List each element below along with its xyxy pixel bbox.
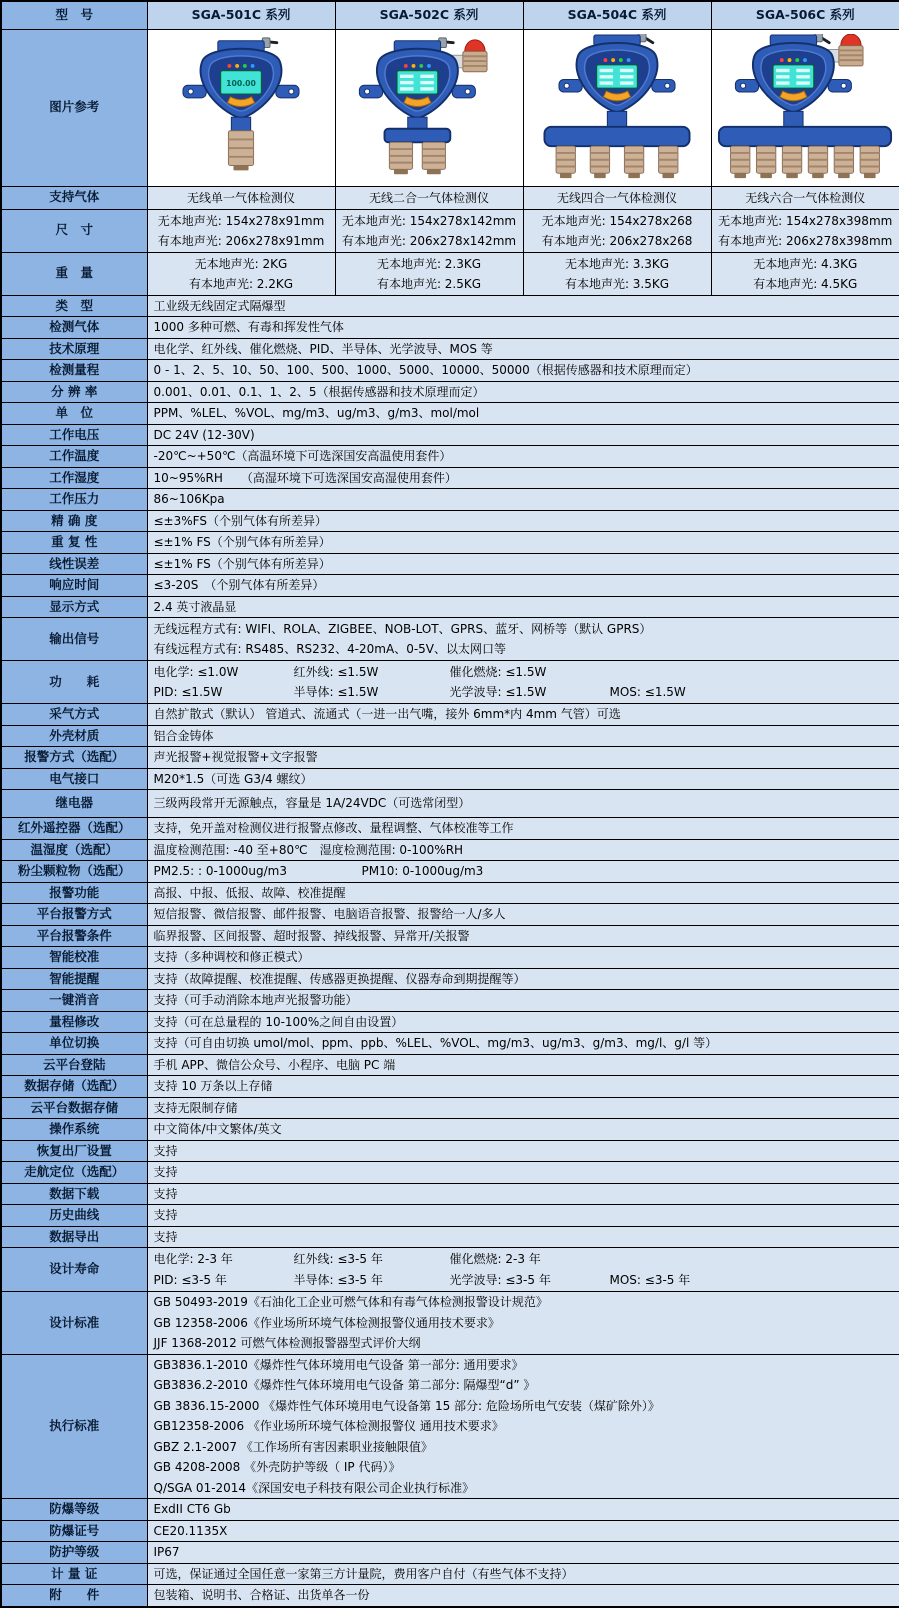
row-cloud-login — [1, 1054, 899, 1076]
spec-value-line: 支持无限制存储 — [153, 1100, 238, 1115]
spec-label-alarm-mode: 报警方式（选配） — [1, 747, 147, 769]
spec-label-exec-std: 执行标准 — [1, 1354, 147, 1499]
spec-value-line: 手机 APP、微信公众号、小程序、电脑 PC 端 — [153, 1057, 396, 1072]
spec-label-output-signal: 输出信号 — [1, 618, 147, 661]
spec-value-line: IP67 — [153, 1545, 180, 1559]
spec-value-platform-alarm-modes — [147, 904, 899, 926]
spec-value-line — [154, 1270, 894, 1291]
header-model-sga-502c: SGA-502C 系列 — [335, 1, 523, 29]
spec-value-line: 临界报警、区间报警、超时报警、掉线报警、异常开/关报警 — [153, 928, 470, 943]
spec-cell-line: 有本地声光: 3.5KG — [564, 276, 670, 291]
row-response-time — [1, 575, 899, 597]
row-platform-alarm-conditions — [1, 925, 899, 947]
spec-value-range — [147, 360, 899, 382]
spec-label-range-modify: 量程修改 — [1, 1011, 147, 1033]
row-nav-location — [1, 1162, 899, 1184]
row-mute — [1, 990, 899, 1012]
spec-value-accuracy — [147, 510, 899, 532]
spec-label-platform-alarm-conditions: 平台报警条件 — [1, 925, 147, 947]
row-linearity — [1, 553, 899, 575]
row-display — [1, 596, 899, 618]
spec-value-segment: PID: ≤1.5W — [153, 685, 223, 699]
product-image-cell-sga-504c — [523, 29, 711, 186]
spec-cell-dimensions-2 — [523, 209, 711, 252]
row-work-pressure — [1, 489, 899, 511]
row-output-signal — [1, 618, 899, 661]
row-platform-alarm-modes — [1, 904, 899, 926]
spec-label-nav-location: 走航定位（选配） — [1, 1162, 147, 1184]
spec-value-line: 支持 — [153, 1208, 178, 1222]
spec-value-principles — [147, 338, 899, 360]
spec-value-accessories — [147, 1585, 899, 1607]
header-model-sga-506c: SGA-506C 系列 — [711, 1, 899, 29]
spec-value-ir-remote — [147, 818, 899, 840]
spec-value-segment: PID: ≤3-5 年 — [153, 1272, 227, 1287]
spec-label-work-humidity: 工作湿度 — [1, 467, 147, 489]
spec-label-ex-cert: 防爆证号 — [1, 1520, 147, 1542]
spec-value-line: 支持 — [153, 1229, 178, 1244]
spec-value-line: 铝合金铸体 — [153, 728, 214, 743]
spec-cell-dimensions-3 — [711, 209, 899, 252]
spec-label-platform-alarm-modes: 平台报警方式 — [1, 904, 147, 926]
spec-value-type — [147, 295, 899, 317]
spec-value-line: 1000 多种可燃、有毒和挥发性气体 — [153, 320, 344, 334]
spec-value-segment: 催化燃烧: ≤1.5W — [449, 664, 547, 679]
spec-value-segment: 红外线: ≤3-5 年 — [293, 1252, 383, 1266]
spec-value-history-curve — [147, 1205, 899, 1227]
gas-detector-1-sensor — [150, 34, 332, 181]
spec-label-supported-gas: 支持气体 — [1, 186, 147, 209]
row-supported-gas — [1, 186, 899, 209]
spec-value-electrical-port — [147, 768, 899, 790]
spec-value-line: GB 3836.15-2000 《爆炸性气体环境用电气设备第 15 部分: 危险场所电气安装（煤矿除外）》 — [153, 1398, 660, 1413]
spec-label-principles: 技术原理 — [1, 338, 147, 360]
spec-value-nav-location — [147, 1162, 899, 1184]
spec-label-history-curve: 历史曲线 — [1, 1205, 147, 1227]
spec-value-line: DC 24V (12-30V) — [153, 427, 255, 442]
spec-value-mute — [147, 990, 899, 1012]
row-work-humidity — [1, 467, 899, 489]
spec-value-line: 无线远程方式有: WIFI、ROLA、ZIGBEE、NOB-LOT、GPRS、蓝牙、网桥等（默认 GPRS） — [153, 621, 652, 636]
spec-cell-line: 无线单一气体检测仪 — [186, 190, 295, 205]
spec-value-line: ≤3-20S （个别气体有所差异） — [153, 578, 325, 592]
spec-value-line: 支持 — [153, 1186, 178, 1201]
row-power — [1, 661, 899, 704]
row-accuracy — [1, 510, 899, 532]
spec-value-line: 0 - 1、2、5、10、50、100、500、1000、5000、10000、50000（根据传感器和技术原理而定） — [153, 363, 698, 377]
spec-label-smart-cal: 智能校准 — [1, 947, 147, 969]
spec-value-segment: MOS: ≤3-5 年 — [609, 1272, 691, 1287]
spec-label-factory-reset: 恢复出厂设置 — [1, 1140, 147, 1162]
spec-value-cloud-login — [147, 1054, 899, 1076]
spec-cell-line: 无本地声光: 4.3KG — [753, 256, 858, 271]
spec-label-alarm-levels: 报警功能 — [1, 882, 147, 904]
row-dust-opt — [1, 861, 899, 883]
spec-value-range-modify — [147, 1011, 899, 1033]
row-range — [1, 360, 899, 382]
spec-value-line: ≤±1% FS（个别气体有所差异） — [153, 535, 331, 549]
row-history-curve — [1, 1205, 899, 1227]
row-lifespan — [1, 1248, 899, 1292]
spec-value-line: 工业级无线固定式隔爆型 — [153, 298, 286, 313]
row-electrical-port — [1, 768, 899, 790]
spec-rows-body — [1, 1, 899, 1607]
spec-label-type: 类 型 — [1, 295, 147, 317]
spec-value-work-temp — [147, 446, 899, 468]
row-range-modify — [1, 1011, 899, 1033]
spec-value-line: CE20.1135X — [153, 1523, 228, 1538]
product-image-cell-sga-502c — [335, 29, 523, 186]
spec-value-line: 中文简体/中文繁体/英文 — [153, 1122, 282, 1136]
spec-value-line: 86~106Kpa — [153, 492, 225, 506]
spec-label-mute: 一键消音 — [1, 990, 147, 1012]
header-model-sga-501c: SGA-501C 系列 — [147, 1, 335, 29]
row-unit-switch — [1, 1033, 899, 1055]
spec-value-os — [147, 1119, 899, 1141]
spec-cell-line: 无本地声光: 3.3KG — [564, 256, 670, 271]
spec-value-ip-rating — [147, 1542, 899, 1564]
spec-value-work-pressure — [147, 489, 899, 511]
spec-value-dust-opt — [147, 861, 899, 883]
spec-value-line: 高报、中报、低报、故障、校准提醒 — [153, 885, 346, 900]
spec-label-metrology-cert: 计 量 证 — [1, 1563, 147, 1585]
spec-cell-supported-gas-3 — [711, 186, 899, 209]
row-ip-rating — [1, 1542, 899, 1564]
spec-label-ir-remote: 红外遥控器（选配） — [1, 818, 147, 840]
product-image-slot-3 — [714, 34, 898, 181]
row-data-download — [1, 1183, 899, 1205]
spec-label-work-temp: 工作温度 — [1, 446, 147, 468]
spec-cell-line: 有本地声光: 2.2KG — [188, 276, 294, 291]
spec-value-line: PPM、%LEL、%VOL、mg/m3、ug/m3、g/m3、mol/mol — [153, 406, 480, 420]
image-row — [1, 29, 899, 186]
spec-value-line: 支持，免开盖对检测仪进行报警点修改、量程调整、气体校准等工作 — [153, 821, 514, 835]
spec-value-temp-humidity-opt — [147, 839, 899, 861]
row-relay — [1, 790, 899, 818]
spec-cell-line: 无本地声光: 154x278x398mm — [718, 213, 893, 228]
spec-cell-line: 无线四合一气体检测仪 — [556, 190, 677, 205]
spec-value-line: GB 12358-2006《作业场所环境气体检测报警仪通用技术要求》 — [153, 1315, 500, 1330]
product-image-cell-sga-506c — [711, 29, 899, 186]
spec-value-line: 可选，保证通过全国任意一家第三方计量院，费用客户自付（有些气体不支持） — [153, 1566, 574, 1581]
spec-cell-weight-3 — [711, 252, 899, 295]
spec-label-ip-rating: 防护等级 — [1, 1542, 147, 1564]
spec-label-data-export: 数据导出 — [1, 1226, 147, 1248]
spec-label-os: 操作系统 — [1, 1119, 147, 1141]
spec-cell-weight-2 — [523, 252, 711, 295]
spec-cell-supported-gas-2 — [523, 186, 711, 209]
row-exec-std — [1, 1354, 899, 1499]
spec-label-response-time: 响应时间 — [1, 575, 147, 597]
spec-value-segment: 半导体: ≤1.5W — [293, 685, 379, 699]
spec-value-data-storage — [147, 1076, 899, 1098]
spec-label-smart-remind: 智能提醒 — [1, 968, 147, 990]
spec-value-line: 声光报警+视觉报警+文字报警 — [153, 750, 318, 764]
spec-value-line: ≤±1% FS（个别气体有所差异） — [153, 556, 331, 571]
spec-value-line: 短信报警、微信报警、邮件报警、电脑语音报警、报警给一人/多人 — [153, 907, 506, 921]
spec-value-line: 0.001、0.01、0.1、1、2、5（根据传感器和技术原理而定） — [153, 384, 485, 399]
spec-cell-line: 有本地声光: 206x278x142mm — [341, 233, 517, 248]
spec-value-ex-rating — [147, 1499, 899, 1521]
spec-value-platform-alarm-conditions — [147, 925, 899, 947]
spec-value-segment: MOS: ≤1.5W — [609, 685, 686, 699]
row-alarm-levels — [1, 882, 899, 904]
spec-value-line: 包装箱、说明书、合格证、出货单各一份 — [153, 1588, 370, 1602]
spec-cell-line: 有本地声光: 4.5KG — [753, 276, 858, 291]
spec-value-segment: 红外线: ≤1.5W — [293, 664, 379, 679]
spec-value-segment: 电化学: 2-3 年 — [153, 1252, 233, 1266]
row-work-temp — [1, 446, 899, 468]
spec-label-design-std: 设计标准 — [1, 1292, 147, 1355]
spec-value-line: M20*1.5（可选 G3/4 螺纹） — [153, 771, 313, 786]
row-ex-rating — [1, 1499, 899, 1521]
spec-label-cloud-login: 云平台登陆 — [1, 1054, 147, 1076]
spec-value-line: 支持（可自由切换 umol/mol、ppm、ppb、%LEL、%VOL、mg/m3、ug/m3、g/m3、mg/l、g/l 等） — [153, 1036, 718, 1050]
spec-value-line: 电化学、红外线、催化燃烧、PID、半导体、光学波导、MOS 等 — [153, 341, 493, 356]
spec-label-unit-switch: 单位切换 — [1, 1033, 147, 1055]
spec-value-alarm-levels — [147, 882, 899, 904]
spec-value-segment: 电化学: ≤1.0W — [153, 664, 239, 679]
spec-value-voltage — [147, 424, 899, 446]
spec-value-line: Q/SGA 01-2014《深国安电子科技有限公司企业执行标准》 — [153, 1480, 475, 1495]
row-factory-reset — [1, 1140, 899, 1162]
spec-label-accuracy: 精 确 度 — [1, 510, 147, 532]
spec-cell-line: 无线六合一气体检测仪 — [745, 190, 866, 205]
spec-cell-supported-gas-0 — [147, 186, 335, 209]
row-temp-humidity-opt — [1, 839, 899, 861]
row-os — [1, 1119, 899, 1141]
spec-label-units: 单 位 — [1, 403, 147, 425]
spec-cell-line: 无本地声光: 2KG — [194, 256, 288, 271]
spec-value-line: 支持 — [153, 1165, 178, 1179]
spec-cell-line: 无本地声光: 154x278x91mm — [157, 213, 325, 228]
spec-value-line: 自然扩散式（默认） 管道式、流通式（一进一出气嘴，接外 6mm*内 4mm 气管）可选 — [153, 707, 621, 721]
spec-value-line: 温度检测范围: -40 至+80℃ 湿度检测范围: 0-100%RH — [153, 842, 464, 857]
spec-value-segment: PM10: 0-1000ug/m3 — [361, 864, 484, 878]
row-data-export — [1, 1226, 899, 1248]
spec-value-line: 2.4 英寸液晶显 — [153, 599, 237, 614]
spec-label-ex-rating: 防爆等级 — [1, 1499, 147, 1521]
spec-value-smart-remind — [147, 968, 899, 990]
row-accessories — [1, 1585, 899, 1607]
spec-cell-line: 无本地声光: 154x278x142mm — [341, 213, 517, 228]
spec-label-cloud-storage: 云平台数据存储 — [1, 1097, 147, 1119]
spec-value-line — [154, 682, 894, 703]
spec-cell-line: 无线二合一气体检测仪 — [368, 190, 489, 205]
row-voltage — [1, 424, 899, 446]
spec-value-segment: PM2.5: : 0-1000ug/m3 — [153, 864, 287, 878]
product-image-slot-1 — [338, 34, 521, 181]
spec-value-line: -20℃~+50℃（高温环境下可选深国安高温使用套件） — [153, 449, 452, 463]
spec-label-voltage: 工作电压 — [1, 424, 147, 446]
spec-label-work-pressure: 工作压力 — [1, 489, 147, 511]
row-units — [1, 403, 899, 425]
spec-value-line: 支持（可手动消除本地声光报警功能） — [153, 993, 358, 1007]
spec-cell-dimensions-1 — [335, 209, 523, 252]
spec-value-exec-std — [147, 1354, 899, 1499]
gas-detector-6-sensors-manifold-beacon — [714, 34, 896, 181]
spec-value-line: ExdII CT6 Gb — [153, 1502, 231, 1516]
row-cloud-storage — [1, 1097, 899, 1119]
spec-label-detected-gases: 检测气体 — [1, 317, 147, 339]
row-data-storage — [1, 1076, 899, 1098]
spec-value-line: GB3836.1-2010《爆炸性气体环境用电气设备 第一部分: 通用要求》 — [153, 1357, 524, 1372]
spec-cell-weight-1 — [335, 252, 523, 295]
spec-value-line: 10~95%RH （高湿环境下可选深国安高湿使用套件） — [153, 470, 457, 485]
row-smart-cal — [1, 947, 899, 969]
spec-value-line: JJF 1368-2012 可燃气体检测报警器型式评价大纲 — [153, 1336, 421, 1350]
spec-cell-line: 有本地声光: 206x278x268 — [541, 233, 693, 248]
row-housing — [1, 725, 899, 747]
spec-cell-line: 无本地声光: 154x278x268 — [541, 213, 693, 228]
row-detected-gases — [1, 317, 899, 339]
spec-label-data-storage: 数据存储（选配） — [1, 1076, 147, 1098]
spec-label-data-download: 数据下载 — [1, 1183, 147, 1205]
spec-value-line — [154, 662, 894, 683]
spec-value-segment: 光学波导: ≤1.5W — [449, 685, 547, 699]
header-model-label: 型 号 — [1, 1, 147, 29]
spec-value-line: 支持（多种调校和修正模式） — [153, 950, 310, 964]
row-ex-cert — [1, 1520, 899, 1542]
product-image-cell-sga-501c — [147, 29, 335, 186]
spec-label-linearity: 线性误差 — [1, 553, 147, 575]
spec-value-design-std — [147, 1292, 899, 1355]
spec-cell-line: 无本地声光: 2.3KG — [376, 256, 482, 271]
spec-value-output-signal — [147, 618, 899, 661]
spec-label-display: 显示方式 — [1, 596, 147, 618]
image-row-label: 图片参考 — [1, 29, 147, 186]
spec-value-display — [147, 596, 899, 618]
spec-value-lifespan — [147, 1248, 899, 1292]
spec-value-response-time — [147, 575, 899, 597]
row-design-std — [1, 1292, 899, 1355]
spec-label-housing: 外壳材质 — [1, 725, 147, 747]
spec-label-dimensions: 尺 寸 — [1, 209, 147, 252]
spec-value-line: 支持 — [153, 1143, 178, 1158]
row-principles — [1, 338, 899, 360]
spec-value-factory-reset — [147, 1140, 899, 1162]
spec-value-line: 有线远程方式有: RS485、RS232、4-20mA、0-5V、以太网口等 — [153, 642, 507, 656]
spec-value-segment: 半导体: ≤3-5 年 — [293, 1272, 383, 1287]
spec-value-line: GB 4208-2008 《外壳防护等级（ IP 代码）》 — [153, 1460, 401, 1474]
spec-label-lifespan: 设计寿命 — [1, 1248, 147, 1292]
row-repeatability — [1, 532, 899, 554]
row-type — [1, 295, 899, 317]
spec-cell-weight-0 — [147, 252, 335, 295]
spec-value-housing — [147, 725, 899, 747]
spec-cell-dimensions-0 — [147, 209, 335, 252]
spec-value-sampling — [147, 704, 899, 726]
row-weight — [1, 252, 899, 295]
spec-value-line — [154, 861, 894, 882]
spec-value-segment: 催化燃烧: 2-3 年 — [449, 1252, 541, 1266]
spec-label-repeatability: 重 复 性 — [1, 532, 147, 554]
product-image-slot-2 — [526, 34, 709, 181]
spec-value-relay — [147, 790, 899, 818]
spec-value-line: GB12358-2006 《作业场所环境气体检测报警仪 通用技术要求》 — [153, 1419, 504, 1433]
spec-value-linearity — [147, 553, 899, 575]
header-model-sga-504c: SGA-504C 系列 — [523, 1, 711, 29]
spec-label-weight: 重 量 — [1, 252, 147, 295]
spec-label-relay: 继电器 — [1, 790, 147, 818]
spec-value-work-humidity — [147, 467, 899, 489]
spec-value-metrology-cert — [147, 1563, 899, 1585]
row-resolution — [1, 381, 899, 403]
row-ir-remote — [1, 818, 899, 840]
spec-label-dust-opt: 粉尘颗粒物（选配） — [1, 861, 147, 883]
spec-value-alarm-mode — [147, 747, 899, 769]
spec-value-line: GBZ 2.1-2007 《工作场所有害因素职业接触限值》 — [153, 1439, 433, 1454]
gas-detector-2-sensors-beacon — [338, 34, 520, 181]
spec-value-data-export — [147, 1226, 899, 1248]
gas-detector-4-sensors-manifold — [526, 34, 708, 181]
spec-value-segment: 光学波导: ≤3-5 年 — [449, 1272, 551, 1287]
spec-value-line: GB 50493-2019《石油化工企业可燃气体和有毒气体检测报警设计规范》 — [153, 1295, 548, 1309]
spec-value-line: 支持（故障提醒、校准提醒、传感器更换提醒、仪器寿命到期提醒等） — [153, 971, 526, 986]
spec-label-range: 检测量程 — [1, 360, 147, 382]
spec-value-line — [154, 1249, 894, 1270]
product-image-slot-0 — [150, 34, 333, 181]
spec-value-resolution — [147, 381, 899, 403]
spec-value-power — [147, 661, 899, 704]
spec-value-units — [147, 403, 899, 425]
row-metrology-cert — [1, 1563, 899, 1585]
spec-label-resolution: 分 辨 率 — [1, 381, 147, 403]
spec-cell-line: 有本地声光: 206x278x91mm — [157, 233, 325, 248]
spec-value-line: 支持 10 万条以上存储 — [153, 1079, 273, 1093]
spec-label-accessories: 附 件 — [1, 1585, 147, 1607]
spec-value-line: ≤±3%FS（个别气体有所差异） — [153, 513, 327, 528]
row-dimensions — [1, 209, 899, 252]
spec-value-smart-cal — [147, 947, 899, 969]
spec-value-data-download — [147, 1183, 899, 1205]
spec-label-power: 功 耗 — [1, 661, 147, 704]
spec-value-line: GB3836.2-2010《爆炸性气体环境用电气设备 第二部分: 隔爆型“d” 》 — [153, 1378, 536, 1392]
spec-value-ex-cert — [147, 1520, 899, 1542]
spec-label-sampling: 采气方式 — [1, 704, 147, 726]
row-sampling — [1, 704, 899, 726]
spec-cell-line: 有本地声光: 2.5KG — [376, 276, 482, 291]
row-alarm-mode — [1, 747, 899, 769]
spec-value-cloud-storage — [147, 1097, 899, 1119]
row-smart-remind — [1, 968, 899, 990]
spec-value-line: 三级两段常开无源触点，容量是 1A/24VDC（可选常闭型） — [153, 796, 471, 811]
spec-value-line: 支持（可在总量程的 10-100%之间自由设置） — [153, 1014, 404, 1029]
spec-label-temp-humidity-opt: 温湿度（选配） — [1, 839, 147, 861]
spec-value-unit-switch — [147, 1033, 899, 1055]
spec-label-electrical-port: 电气接口 — [1, 768, 147, 790]
spec-cell-line: 有本地声光: 206x278x398mm — [718, 233, 893, 248]
svg-text:100.00: 100.00 — [226, 79, 256, 89]
spec-value-detected-gases — [147, 317, 899, 339]
spec-cell-supported-gas-1 — [335, 186, 523, 209]
spec-value-repeatability — [147, 532, 899, 554]
header-row — [1, 1, 899, 29]
